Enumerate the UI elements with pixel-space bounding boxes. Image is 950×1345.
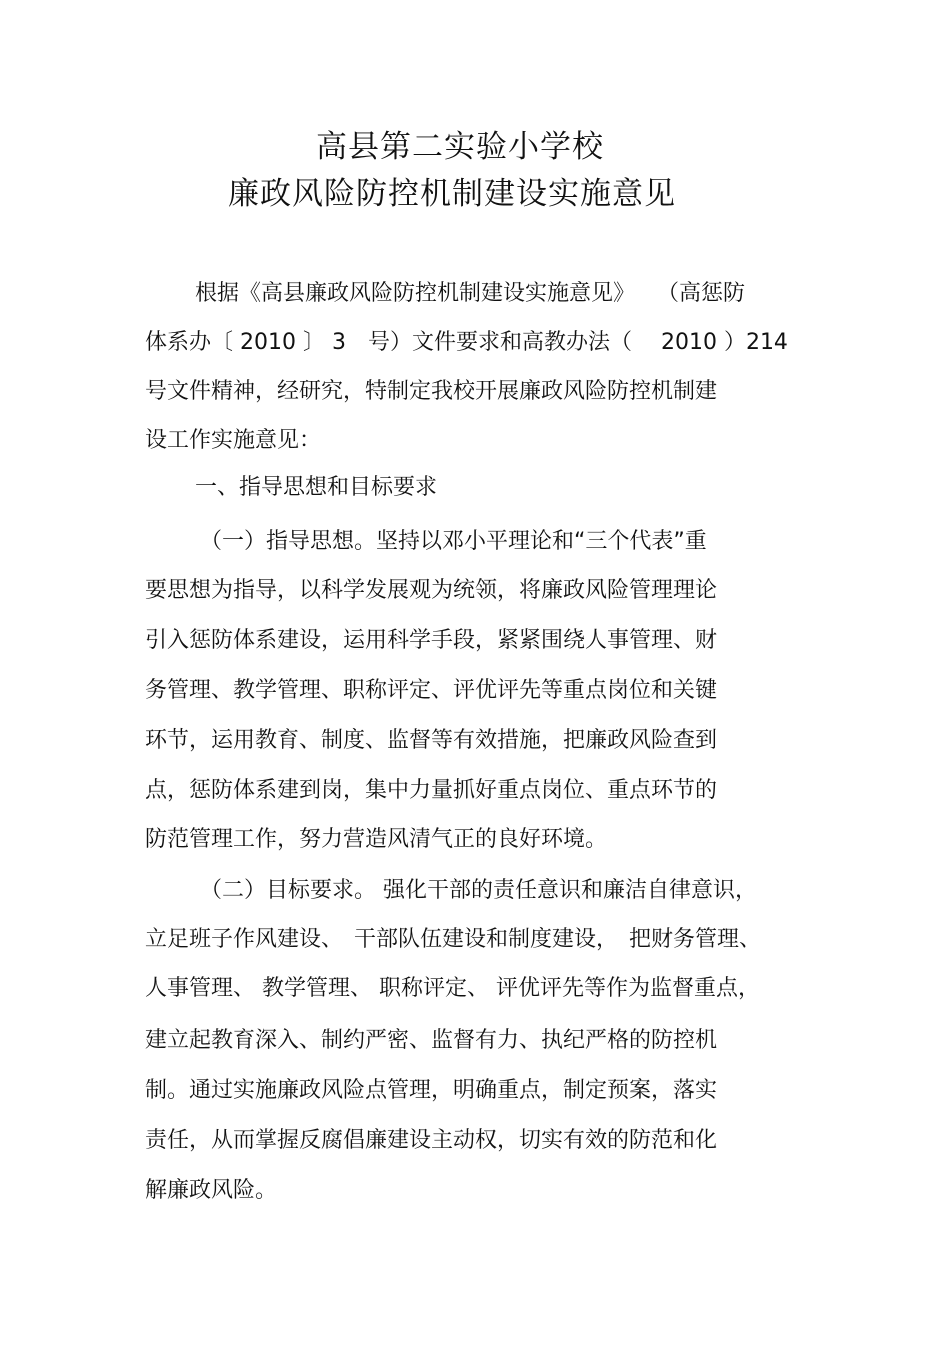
paragraph-line: 号文件精神，经研究，特制定我校开展廉政风险防控机制建 (145, 379, 718, 404)
paragraph-line: （一）指导思想。坚持以邓小平理论和“三个代表”重 (200, 529, 707, 554)
paragraph-line: 解廉政风险。 (145, 1178, 278, 1203)
paragraph-line: （二）目标要求。 强化干部的责任意识和廉洁自律意识， (200, 878, 757, 903)
paragraph-line: 建立起教育深入、制约严密、监督有力、执纪严格的防控机 (145, 1028, 718, 1053)
paragraph-line: 务管理、教学管理、职称评定、评优评先等重点岗位和关键 (145, 678, 718, 703)
paragraph-line: 体系办〔 2010 〕 3 号）文件要求和高教办法（ 2010 ）214 (145, 330, 788, 355)
document-title-line-1: 高县第二实验小学校 (316, 129, 604, 165)
paragraph-line: 引入惩防体系建设，运用科学手段，紧紧围绕人事管理、财 (145, 628, 718, 653)
paragraph-line: 制。通过实施廉政风险点管理，明确重点，制定预案，落实 (145, 1078, 718, 1103)
paragraph-line: 环节，运用教育、制度、监督等有效措施，把廉政风险查到 (145, 728, 718, 753)
paragraph-line: 责任，从而掌握反腐倡廉建设主动权，切实有效的防范和化 (145, 1128, 718, 1153)
paragraph-line: 立足班子作风建设、 干部队伍建设和制度建设， 把财务管理、 (145, 927, 762, 952)
paragraph-line: 人事管理、 教学管理、 职称评定、 评优评先等作为监督重点， (145, 976, 760, 1001)
paragraph-line: 设工作实施意见： (145, 428, 322, 453)
paragraph-line: 防范管理工作，努力营造风清气正的良好环境。 (145, 827, 608, 852)
paragraph-line: 根据《高县廉政风险防控机制建设实施意见》 （高惩防 (195, 281, 746, 306)
paragraph-line: 要思想为指导，以科学发展观为统领，将廉政风险管理理论 (145, 578, 718, 603)
section-heading: 一、指导思想和目标要求 (195, 475, 438, 500)
paragraph-line: 点，惩防体系建到岗，集中力量抓好重点岗位、重点环节的 (145, 778, 718, 803)
document-title-line-2: 廉政风险防控机制建设实施意见 (228, 176, 676, 212)
